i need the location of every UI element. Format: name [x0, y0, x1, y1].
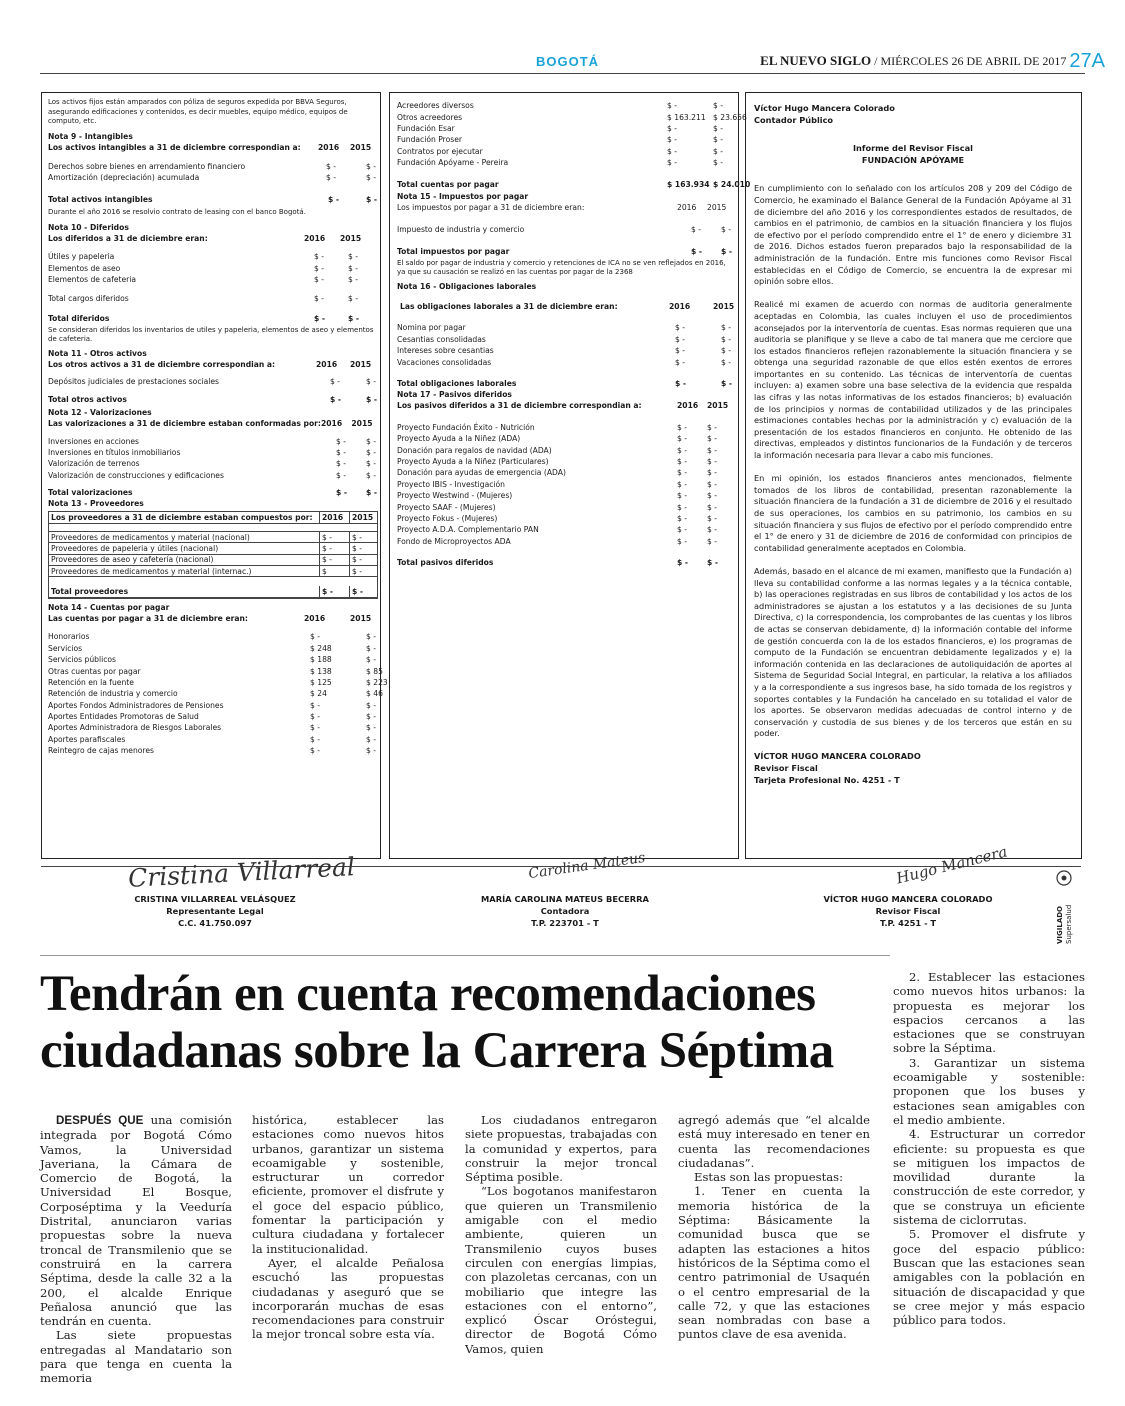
publication-date: / MIÉRCOLES 26 DE ABRIL DE 2017	[871, 54, 1067, 68]
table-row: Proyecto Ayuda a la Niñez (Particulares) $ - $ -	[397, 457, 717, 466]
report-foundation: FUNDACIÓN APÓYAME	[861, 154, 965, 165]
note-10-head: Los diferidos a 31 de diciembre eran: 2016 2015	[48, 233, 362, 243]
table-row: Nomina por pagar $ - $ -	[397, 323, 731, 333]
table-row: Elementos de cafeteria $ - $ -	[48, 274, 358, 284]
table-row: Útiles y papeleria $ - $ -	[48, 252, 358, 262]
table-row: Otras cuentas por pagar $ 138 $ 85	[48, 666, 383, 676]
table-row: Aportes parafiscales $ - $ -	[48, 734, 376, 744]
table-row: Vacaciones consolidadas $ - $ -	[397, 357, 731, 367]
table-row: Retención de industria y comercio $ 24 $ 46	[48, 689, 383, 699]
total-row: Total valorizaciones $ - $ -	[48, 488, 378, 498]
signature-block-legal-rep: CRISTINA VILLARREAL VELÁSQUEZ Representante Legal C.C. 41.750.097	[134, 894, 296, 928]
table-row: Fondo de Microproyectos ADA $ - $ -	[397, 536, 717, 546]
report-paragraph: Realicé mi examen de acuerdo con normas de auditoria generalmente aceptadas en Colombia, las cuales incluyen el uso de procedimientos aconsejados por la interventoría de cuentas. Esas normas requieren que una auditoria se planifique y se lleve a cabo de tal manera que me cerciore que los estados financieros reflejen razonablemente la situación financiera y se obtenga una seguridad razonable de que ellos estén exentos de errores importantes en su contenido. Las técnicas de interventoría de cuentas incluyen: a) examen sobre una base selectiva de la evidencia que respalda las cifras y las notas informativas de los estados financieros; b) evaluación de los principios y normas de contabilidad utilizados y de las principales estimaciones contables hechas por la administración y c) evaluación de la presentación de los estados financieros en conjunto. He obtenido de las directivas, empleados y distintos funcionarios de la Fundación y de terceros la información necesaria para llevar a cabo mis funciones.	[754, 299, 1072, 461]
note-14-head: Las cuentas por pagar a 31 de diciembre eran: 2016 2015	[48, 613, 372, 623]
note-15-title: Nota 15 - Impuestos por pagar	[397, 191, 529, 201]
total-row: Total impuestos por pagar $ - $ -	[397, 246, 733, 256]
table-row: Servicios $ 248 $ -	[48, 643, 376, 653]
table-row: Acreedores diversos $ - $ -	[397, 101, 723, 111]
table-row: Fundación Esar $ - $ -	[397, 123, 723, 133]
total-row: Total proveedores $ - $ -	[49, 586, 377, 597]
table-row: Proveedores de aseo y cafetería (nacional) $ - $ -	[49, 555, 377, 566]
table-row: Otros acreedores $ 163.211 $ 23.656	[397, 112, 747, 122]
report-title: Informe del Revisor Fiscal	[853, 143, 973, 154]
note-9-footnote: Durante el año 2016 se resolvio contrato de leasing con el banco Bogotá.	[48, 208, 306, 217]
note-11-title: Nota 11 - Otros activos	[48, 348, 147, 358]
total-row: Total diferidos $ - $ -	[48, 313, 360, 323]
auditor-signature-card: Tarjeta Profesional No. 4251 - T	[754, 774, 900, 785]
report-paragraph: En mi opinión, los estados financieros antes mencionados, fielmente tomados de los libros de contabilidad, presentan razonablemente la situación financiera de la fundación a 31 de diciembre de 2016 y el resultado de sus operaciones, los cambios en su patrimonio, los cambios en su situación financiera y sus flujos de efectivo por el período comprendido entre el 1° de enero y 31 de diciembre de 2016 de conformidad con principios de contabilidad generalmente aceptados en Colombia.	[754, 473, 1072, 553]
table-row: Honorarios $ - $ -	[48, 632, 376, 642]
publication-name: EL NUEVO SIGLO	[760, 53, 872, 68]
auditor-signature-name: VÍCTOR HUGO MANCERA COLORADO	[754, 751, 921, 762]
table-row: Proyecto Westwind - (Mujeres) $ - $ -	[397, 491, 717, 501]
table-row: Proyecto Fokus - (Mujeres) $ - $ -	[397, 513, 717, 523]
article-lead: DESPUÉS QUE	[56, 1114, 144, 1127]
note-10-footnote: Se consideran diferidos los inventarios de utiles y papeleria, elementos de aseo y elementos de cafeteria.	[48, 325, 374, 344]
article-headline: Tendrán en cuenta recomendaciones ciudadanas sobre la Carrera Séptima	[40, 966, 834, 1079]
svg-text:VIGILADO: VIGILADO	[1056, 905, 1064, 944]
signature-block-auditor: VÍCTOR HUGO MANCERA COLORADO Revisor Fiscal T.P. 4251 - T	[823, 894, 993, 928]
table-row: Impuesto de industria y comercio $ - $ -	[397, 225, 731, 235]
masthead	[760, 50, 1105, 73]
page-number: 27A	[1069, 50, 1105, 72]
table-row: Total cargos diferidos $ - $ -	[48, 294, 358, 304]
table-row: Retención en la fuente $ 125 $ 223	[48, 677, 388, 687]
vigilado-supersalud-logo	[1050, 868, 1078, 946]
article-col-4: agregó además que “el alcalde está muy interesado en tener en cuenta las recomendaciones ciudadanas”. Estas son las propuestas: 1. Tener en cuenta la memoria histórica de la Séptima: Básicamente la comunidad busca que se adapten las estaciones a hitos históricos de la Séptima como el centro patrimonial de Usaquén o el centro empresarial de la calle 72, y que las estaciones sean nombradas con base a puntos clave de esa avenida.	[678, 1113, 870, 1342]
table-row: Inversiones en acciones $ - $ -	[48, 436, 376, 446]
accountant-name: Víctor Hugo Mancera Colorado	[754, 103, 895, 113]
table-row: Fundación Apóyame - Pereira $ - $ -	[397, 158, 723, 168]
note-16-title: Nota 16 - Obligaciones laborales	[397, 281, 537, 291]
table-row: Cesantias consolidadas $ - $ -	[397, 334, 731, 344]
table-row: Amortización (depreciación) acumulada $ - $ -	[48, 173, 376, 183]
table-row: Proyecto Fundación Éxito - Nutrición $ - $ -	[397, 422, 717, 432]
note-10-title: Nota 10 - Diferidos	[48, 222, 129, 232]
note-14-title: Nota 14 - Cuentas por pagar	[48, 602, 170, 612]
accountant-role: Contador Público	[754, 114, 834, 125]
note-13-table	[48, 511, 378, 598]
table-row: Servicios públicos $ 188 $ -	[48, 655, 376, 665]
table-row: Inversiones en títulos inmobiliarios $ - $ -	[48, 448, 376, 458]
note-12-title: Nota 12 - Valorizaciones	[48, 408, 152, 418]
total-row: Total obligaciones laborales $ - $ -	[397, 379, 733, 389]
table-row: Valorización de terrenos $ - $ -	[48, 459, 376, 469]
table-row: Contratos por ejecutar $ - $ -	[397, 146, 723, 156]
signature-block-accountant: MARÍA CAROLINA MATEUS BECERRA Contadora T.P. 223701 - T	[481, 894, 649, 928]
note-13-title: Nota 13 - Proveedores	[48, 499, 144, 509]
table-row: Intereses sobre cesantias $ - $ -	[397, 346, 731, 356]
article-rule	[40, 955, 890, 956]
assets-insurance-note: Los activos fijos están amparados con póliza de seguros expedida por BBVA Seguros, asegurando edificaciones y contenidos, es decir muebles, equipo médico, equipos de computo, etc.	[48, 98, 348, 125]
table-row: Aportes Administradora de Riesgos Laborales $ - $ -	[48, 723, 376, 733]
note-13-head: Los proveedores a 31 de diciembre estaban compuestos por: 2016 2015	[49, 512, 377, 523]
table-row: Reintegro de cajas menores $ - $ -	[48, 746, 376, 756]
auditor-signature-role: Revisor Fiscal	[754, 763, 818, 774]
table-row: Proyecto SAAF - (Mujeres) $ - $ -	[397, 502, 717, 512]
total-row: Total cuentas por pagar $ 163.934 $ 24.010	[397, 179, 751, 189]
header-rule	[40, 73, 1085, 74]
table-row: Aportes Entidades Promotoras de Salud $ - $ -	[48, 712, 376, 722]
note-15-footnote: El saldo por pagar de industria y comercio y retenciones de ICA no se ven reflejados en 2016, ya que su causación se realizó en las cuentas por pagar de la 2368	[397, 258, 726, 277]
table-row: Depósitos judiciales de prestaciones sociales $ - $ -	[48, 377, 376, 387]
notes-col-middle	[397, 100, 751, 568]
note-11-head: Los otros activos a 31 de diciembre correspondian a: 2016 2015	[48, 360, 372, 370]
notes-col-left	[48, 98, 388, 756]
article-col-3: Los ciudadanos entregaron siete propuestas, trabajadas con la comunidad y expertos, para construir la mejor troncal Séptima posible. “Los bogotanos manifestaron que quieren un Transmilenio amigable con el medio ambiente, quieren un Transmilenio cuyos buses circulen con energías limpias, con plazoletas cercanas, con un mobiliario que integre las estaciones con el entorno”, explicó Óscar Oróstegui, director de Bogotá Cómo Vamos, quien	[465, 1113, 657, 1356]
table-row: Derechos sobre bienes en arrendamiento financiero $ - $ -	[48, 162, 376, 172]
note-9-head: Los activos intangibles a 31 de diciembre correspondian a: 2016 2015	[48, 142, 372, 152]
signature-scribble-1: Cristina Villarreal	[127, 852, 356, 893]
table-row: Elementos de aseo $ - $ -	[48, 263, 358, 273]
table-row: Proveedores de medicamentos y material (nacional) $ - $ -	[49, 532, 377, 543]
table-row: Proveedores de medicamentos y material (internac.) $ $ -	[49, 566, 377, 577]
table-row: Proyecto A.D.A. Complementario PAN $ - $ -	[397, 525, 717, 535]
section-label: BOGOTÁ	[536, 54, 600, 69]
note-17-head: Los pasivos diferidos a 31 de diciembre correspondian a: 2016 2015	[397, 401, 729, 411]
note-15-head: Los impuestos por pagar a 31 de diciembre eran: 2016 2015	[397, 202, 727, 212]
auditor-report	[754, 103, 1072, 786]
table-row: Valorización de construcciones y edificaciones $ - $ -	[48, 470, 376, 480]
report-paragraph: En cumplimiento con lo señalado con los artículos 208 y 209 del Código de Comercio, he examinado el Balance General de la Fundación Apóyame al 31 de diciembre del año 2016 y los correspondientes estados de resultados, de cambios en el patrimonio, de cambios en la situación financiera y los flujos de efectivo por el período comprendido entre el 1° de enero y diciembre 31 de 2016. Dichos estados fueron preparados bajo la responsabilidad de la administración de la fundación. Entre mis funciones como Revisor Fiscal establecidas en el Código de Comercio, se encuentra la de expresar mi opinión sobre ellos.	[754, 183, 1072, 287]
table-row: Proyecto IBIS - Investigación $ - $ -	[397, 479, 717, 489]
table-row: Donación para regalos de navidad (ADA) $ - $ -	[397, 445, 717, 455]
note-9-title: Nota 9 - Intangibles	[48, 131, 133, 141]
table-row: Aportes Fondos Administradores de Pensiones $ - $ -	[48, 700, 376, 710]
signature-scribble-3: Hugo Mancera	[894, 842, 1009, 888]
note-16-head: Las obligaciones laborales a 31 de diciembre eran: 2016 2015	[400, 302, 735, 312]
total-row: Total activos intangibles $ - $ -	[48, 194, 378, 204]
table-row: Donación para ayudas de emergencia (ADA) $ - $ -	[397, 468, 717, 478]
report-paragraph: Además, basado en el alcance de mi examen, manifiesto que la Fundación a) lleva su contabilidad conforme a las normas legales y a la técnica contable, b) las operaciones registradas en sus libros de contabilidad y los actos de los administradores se ajustan a los estatutos y a las decisiones de su Junta Directiva, c) la correspondencia, los comprobantes de las cuentas y los libros de actas se conservan debidamente, d) la información contable del informe de gestión concuerda con la de los estados financieros, e) los programas de computo de la Fundación se encuentran debidamente legalizados y e) la información contenida en las declaraciones de autoliquidación de aportes al Sistema de Seguridad Social Integral, en particular, la relativa a los afiliados y a la correspondiente a sus ingresos base, ha sido tomada de los registros y soportes contables y la Fundación ha cancelado en su totalidad el valor de los aportes. Se observaron medidas adecuadas de control interno y de conservación y custodia de sus bienes y de los terceros que están en su poder.	[754, 565, 1072, 739]
total-row: Total otros activos $ - $ -	[48, 394, 378, 404]
note-17-title: Nota 17 - Pasivos diferidos	[397, 390, 512, 400]
svg-text:Supersalud: Supersalud	[1065, 904, 1073, 944]
article-col-1: DESPUÉS QUE una comisión integrada por Bogotá Cómo Vamos, la Universidad Javeriana, la Cámara de Comercio de Bogotá, la Universidad El Bosque, Corposéptima y la Veeduría Distrital, anunciaron varias propuestas sobre la nueva troncal de Transmilenio que se construirá en la carrera Séptima, desde la calle 32 a la 200, el alcalde Enrique Peñalosa anunció que las tendrán en cuenta. Las siete propuestas entregadas al Mandatario son para que tenga en cuenta la memoria	[40, 1113, 232, 1386]
signature-scribble-2: Carolina Mateus	[527, 849, 647, 883]
total-row: Total pasivos diferidos $ - $ -	[397, 558, 719, 568]
table-row: Proyecto Ayuda a la Niñez (ADA) $ - $ -	[397, 434, 717, 444]
article-col-2: histórica, establecer las estaciones como nuevos hitos urbanos, garantizar un sistema ecoamigable y sostenible, estructurar un corredor eficiente, promover el disfrute y el goce del espacio público, fomentar la participación y cultura ciudadana y fortalecer la institucionalidad. Ayer, el alcalde Peñalosa escuchó las propuestas ciudadanas y aseguró que se incorporarán muchas de esas recomendaciones para construir la mejor troncal sobre esta vía.	[252, 1113, 444, 1342]
article-col-5: 2. Establecer las estaciones como nuevos hitos urbanos: la propuesta es mejorar los espacios cercanos a las estaciones que se construyan sobre la Séptima. 3. Garantizar un sistema ecoamigable y sostenible: proponen que los buses y estaciones sean amigables con el medio ambiente. 4. Estructurar un corredor eficiente: su propuesta es que se mitiguen los impactos de movilidad durante la construcción de este corredor, y que se construya un eficiente sistema de ciclorrutas. 5. Promover el disfrute y goce del espacio público: Buscan que las estaciones sean amigables con la población en situación de discapacidad y que se cree mejor y más espacio público para todos.	[893, 970, 1085, 1328]
table-row: Fundación Proser $ - $ -	[397, 135, 723, 145]
table-row: Proveedores de papeleria y útiles (nacional) $ - $ -	[49, 543, 377, 554]
note-12-head: Las valorizaciones a 31 de diciembre estaban conformadas por: 2016 2015	[48, 419, 373, 429]
